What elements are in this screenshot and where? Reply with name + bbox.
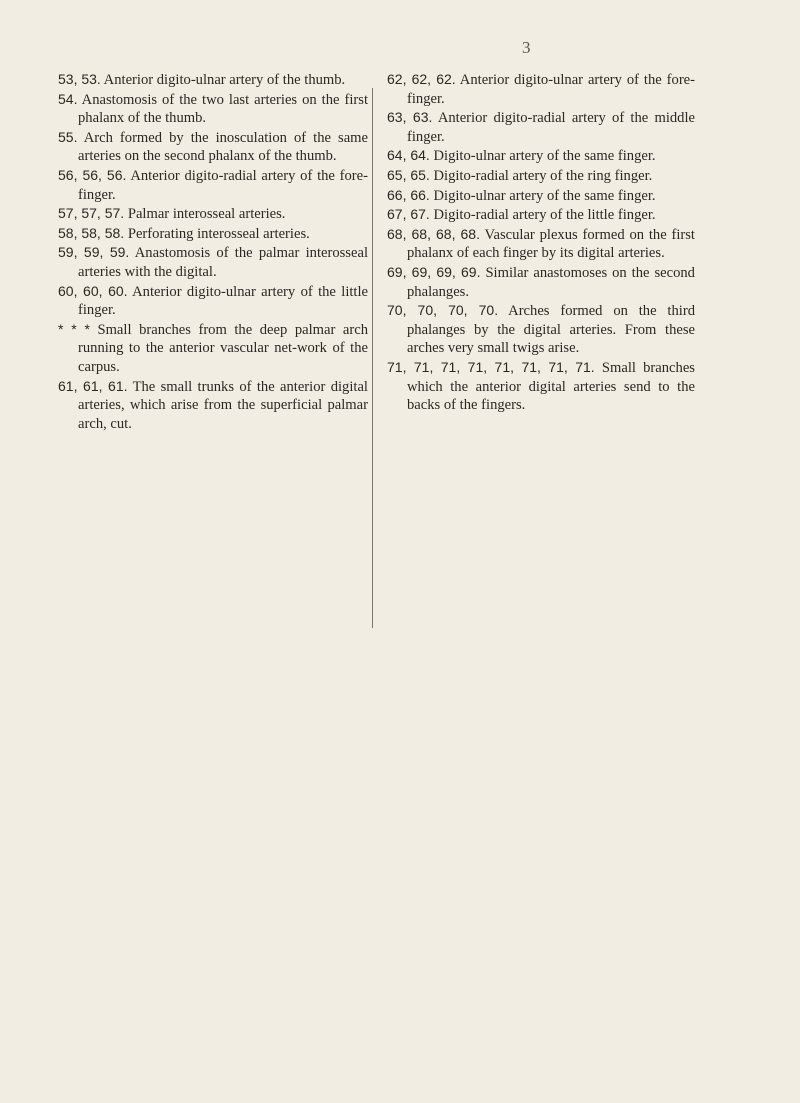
entry-text: Similar anastomoses on the second phalanges.: [407, 264, 695, 300]
entry-text: Arches formed on the third phalanges by the digital arteries. From these arches very small twigs arise.: [407, 303, 695, 357]
entry-number: 59, 59, 59.: [58, 244, 130, 261]
entry-text: Digito-ulnar artery of the same finger.: [433, 187, 656, 204]
entry-number: 70, 70, 70, 70.: [387, 302, 499, 319]
entry-text: Small branches which the anterior digital arteries send to the backs of the fingers.: [407, 359, 695, 414]
legend-entry: [58, 204, 368, 224]
legend-entry: [387, 146, 695, 166]
legend-entry: [58, 243, 368, 281]
entry-number: 68, 68, 68, 68.: [387, 225, 480, 242]
column-divider: [372, 88, 373, 628]
entry-text: Vascular plexus formed on the first phalanx of each finger by its digital arteries.: [407, 226, 695, 262]
entry-text: Arch formed by the inosculation of the same arteries on the second phalanx of the thumb.: [78, 129, 368, 165]
entry-number: 53, 53.: [58, 71, 101, 87]
entry-number: 63, 63.: [387, 109, 433, 126]
legend-entry: [58, 166, 368, 204]
entry-text: Palmar interosseal arteries.: [127, 206, 286, 223]
page-number: 3: [522, 38, 531, 57]
entry-number: 67, 67.: [387, 206, 430, 223]
entry-text: Small branches from the deep palmar arch running to the anterior vascular net-work of the carpus.: [78, 321, 369, 375]
entry-text: Anastomosis of the palmar interosseal arteries with the digital.: [78, 245, 368, 280]
entry-number: * * *: [58, 320, 90, 337]
entry-number: 69, 69, 69, 69.: [387, 263, 481, 280]
entry-text: Perforating interosseal arteries.: [127, 225, 310, 242]
entry-number: 57, 57, 57.: [58, 205, 125, 222]
legend-entry: [58, 90, 368, 128]
legend-entry: [387, 358, 695, 415]
entry-number: 65, 65.: [387, 166, 430, 183]
legend-entry: [387, 70, 695, 108]
entry-number: 60, 60, 60.: [58, 282, 128, 299]
legend-entry: [387, 263, 695, 301]
legend-entry: [58, 320, 368, 377]
entry-number: 56, 56, 56.: [58, 166, 127, 183]
entry-number: 58, 58, 58.: [58, 224, 125, 241]
legend-entry: [387, 166, 695, 186]
entry-text: Anterior digito-radial artery of the middle finger.: [407, 110, 695, 145]
left-column: [58, 70, 368, 433]
legend-entry: [58, 282, 368, 320]
legend-entry: [387, 186, 695, 206]
entry-text: Anterior digito-ulnar artery of the thumb.: [103, 72, 346, 88]
entry-number: 54.: [58, 90, 78, 107]
entry-text: Anterior digito-radial artery of the fore-finger.: [78, 167, 369, 203]
entry-text: Digito-radial artery of the ring finger.: [433, 167, 653, 184]
legend-entry: [58, 128, 368, 166]
legend-entry: [387, 108, 695, 146]
legend-entry: [387, 205, 695, 225]
entry-text: Anterior digito-ulnar artery of the fore-finger.: [407, 72, 696, 107]
entry-number: 66, 66.: [387, 186, 430, 203]
entry-text: Anterior digito-ulnar artery of the little finger.: [78, 283, 369, 319]
legend-entry: [58, 377, 368, 434]
legend-entry: [58, 70, 368, 90]
legend-entry: [387, 301, 695, 358]
entry-number: 61, 61, 61.: [58, 377, 128, 394]
entry-number: 55.: [58, 128, 78, 145]
right-column: [387, 70, 695, 415]
legend-entry: [387, 225, 695, 263]
entry-text: Anastomosis of the two last arteries on the first phalanx of the thumb.: [78, 91, 368, 127]
entry-text: Digito-ulnar artery of the same finger.: [433, 148, 656, 165]
entry-text: The small trunks of the anterior digital arteries, which arise from the superficial palmar arch, cut.: [78, 378, 368, 432]
entry-number: 64, 64.: [387, 147, 430, 164]
entry-text: Digito-radial artery of the little finger.: [433, 207, 656, 224]
entry-number: 71, 71, 71, 71, 71, 71, 71, 71.: [387, 358, 595, 375]
entry-number: 62, 62, 62.: [387, 71, 456, 87]
legend-entry: [58, 224, 368, 244]
